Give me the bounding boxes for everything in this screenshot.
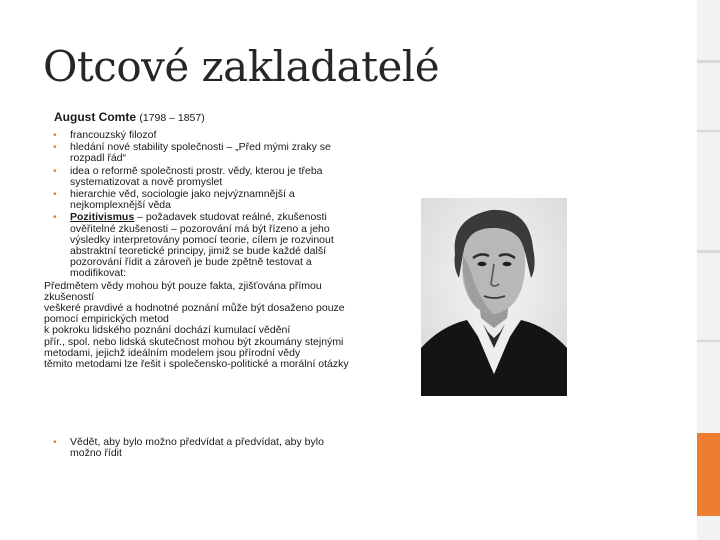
sidebar-decoration xyxy=(697,0,720,540)
final-bullet-block xyxy=(44,437,354,460)
list-item: • hledání nové stability společnosti – „Před mými zraky se rozpadl řád“ xyxy=(53,141,331,165)
sidebar-stripe xyxy=(697,60,720,63)
slide-content xyxy=(44,110,354,370)
paragraph: k pokroku lidského poznání dochází kumulací vědění xyxy=(44,324,291,337)
list-item: • idea o reformě společnosti prostr. vědy, kterou je třeba systematizovat a nově promyslet xyxy=(53,164,323,188)
paragraph: přír., spol. nebo lidská skutečnost mohou být zkoumány stejnými metodami, jejichž ideálním modelem jsou přírodní vědy xyxy=(44,335,344,359)
bullet-icon: • xyxy=(53,141,57,154)
list-item-positivism xyxy=(53,211,354,280)
positivism-term: Pozitivismus xyxy=(70,211,135,224)
person-years: (1798 – 1857) xyxy=(139,112,205,124)
paragraph: těmito metodami lze řešit i společensko-politické a morální otázky xyxy=(44,358,349,371)
list-item: • hierarchie věd, sociologie jako nejvýznamnější a nejkomplexnější věda xyxy=(53,188,295,212)
slide-title: Otcové zakladatelé xyxy=(43,42,440,91)
paragraph: Předmětem vědy mohou být pouze fakta, zjišťována přímou zkušeností xyxy=(44,279,322,303)
comte-portrait-image xyxy=(421,198,567,396)
sidebar-accent xyxy=(697,433,720,516)
bullet-list xyxy=(44,130,354,280)
sidebar-stripe xyxy=(697,340,720,342)
bullet-list xyxy=(44,437,354,459)
positivism-text: – požadavek studovat reálné, zkušenosti ověřitelné zkušenosti – pozorování má být řízeno a jeho výsledky interpretovány pomocí teorie, cílem je rozvinout abstraktní teoretické principy, jimiž se bude každé další pozorování řídit a zároveň je bude zpětně testovat a modifikovat: xyxy=(70,211,334,280)
final-bullet-text: Vědět, aby bylo možno předvídat a předvídat, aby bylo možno řídit xyxy=(70,436,324,460)
bullet-icon: • xyxy=(53,188,57,201)
paragraph: veškeré pravdivé a hodnotné poznání může být dosaženo pouze pomocí empirických metod xyxy=(44,302,345,326)
bullet-icon: • xyxy=(53,436,57,448)
list-item: • francouzský filozof xyxy=(53,129,157,141)
person-heading xyxy=(54,110,354,125)
bullet-icon: • xyxy=(53,211,57,224)
sidebar-stripe xyxy=(697,130,720,132)
list-item xyxy=(53,436,354,460)
bullet-icon: • xyxy=(53,129,57,141)
person-name: August Comte xyxy=(54,110,136,124)
bullet-icon: • xyxy=(53,164,57,177)
sidebar-stripe xyxy=(697,250,720,253)
